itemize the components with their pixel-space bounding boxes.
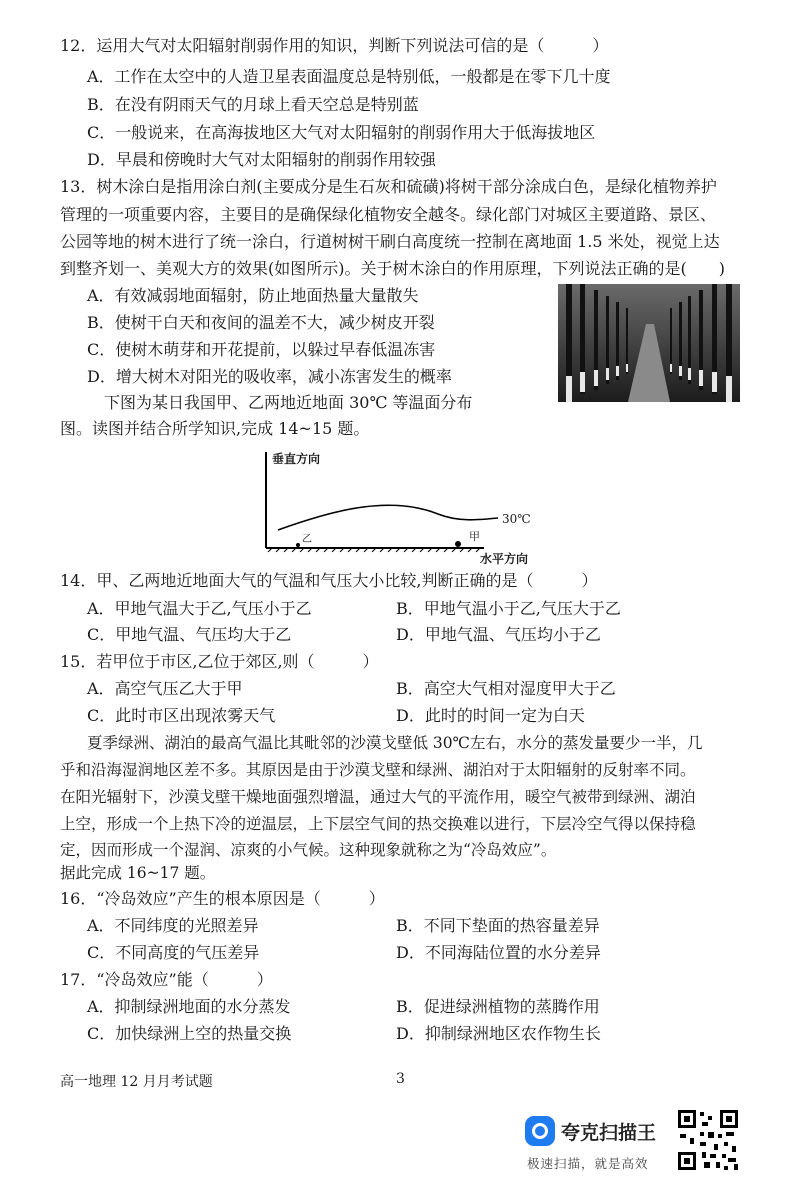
q16-option-a: A．不同纬度的光照差异 [87,916,259,935]
q14-option-b: B．甲地气温小于乙,气压大于乙 [396,599,621,618]
qr-code-icon [676,1108,740,1172]
q13-stem-line3: 公园等地的树木进行了统一涂白，行道树树干刷白高度统一控制在离地面 1.5 米处，视觉上达 [60,232,720,251]
q13-stem-line2: 管理的一项重要内容，主要目的是确保绿化植物安全越冬。绿化部门对城区主要道路、景区、 [60,205,717,224]
scanner-slogan: 极速扫描，就是高效 [527,1156,649,1171]
q13-option-a: A．有效减弱地面辐射，防止地面热量大量散失 [87,286,419,305]
page-number: 3 [396,1071,405,1087]
q13-stem-line1: 13．树木涂白是指用涂白剂(主要成分是生石灰和硫磺)将树干部分涂成白色，是绿化植物养护 [60,177,717,196]
q14-stem: 14．甲、乙两地近地面大气的气温和气压大小比较,判断正确的是（ ） [60,571,598,590]
q12-option-b: B．在没有阴雨天气的月球上看天空总是特别蓝 [87,95,419,114]
q17-option-c: C．加快绿洲上空的热量交换 [87,1024,292,1043]
exam-footer-title: 高一地理 12 月月考试题 [60,1074,213,1090]
isotherm-label: 30℃ [502,512,531,526]
passage-line3: 在阳光辐射下，沙漠戈壁干燥地面强烈增温，通过大气的平流作用，暖空气被带到绿洲、湖泊 [60,788,696,806]
x-axis-label: 水平方向 [480,552,529,566]
q15-option-b: B．高空大气相对湿度甲大于乙 [396,679,616,698]
whitewashed-trees-photo [558,284,740,402]
q14-option-d: D．甲地气温、气压均小于乙 [396,625,601,644]
passage-line1: 夏季绿洲、湖泊的最高气温比其毗邻的沙漠戈壁低 30℃左右，水分的蒸发量要少一半，几 [87,734,703,752]
isotherm-diagram [258,446,548,566]
y-axis-label: 垂直方向 [272,452,321,466]
q13-option-c: C．使树木萌芽和开花提前，以躲过早春低温冻害 [87,340,436,359]
q12-stem: 12．运用大气对太阳辐射削弱作用的知识，判断下列说法可信的是（ ） [60,36,609,55]
intro-14-line2: 图。读图并结合所学知识,完成 14~15 题。 [60,419,370,438]
q15-option-c: C．此时市区出现浓雾天气 [87,706,276,725]
q16-option-b: B．不同下垫面的热容量差异 [396,916,600,935]
q16-option-d: D．不同海陆位置的水分差异 [396,943,601,962]
q14-option-c: C．甲地气温、气压均大于乙 [87,625,292,644]
q17-option-d: D．抑制绿洲地区农作物生长 [396,1024,601,1043]
passage-line2: 乎和沿海湿润地区差不多。其原因是由于沙漠戈壁和绿洲、湖泊对于太阳辐射的反射率不同。 [60,761,696,779]
scanner-brand-name: 夸克扫描王 [561,1122,657,1144]
point-yi-label: 乙 [302,534,312,545]
scanner-logo-icon [525,1116,555,1146]
q13-option-d: D．增大树木对阳光的吸收率，减小冻害发生的概率 [87,367,452,386]
q16-option-c: C．不同高度的气压差异 [87,943,260,962]
scanner-watermark [523,1112,673,1178]
passage-line6: 据此完成 16~17 题。 [60,864,216,882]
point-jia-label: 甲 [469,530,480,543]
q17-option-a: A．抑制绿洲地面的水分蒸发 [87,997,291,1016]
passage-line5: 定，因而形成一个湿润、凉爽的小气候。这种现象就称之为“冷岛效应”。 [60,841,557,859]
q14-option-a: A．甲地气温大于乙,气压小于乙 [87,599,312,618]
q13-stem-line4: 到整齐划一、美观大方的效果(如图所示)。关于树木涂白的作用原理，下列说法正确的是( ) [60,259,725,278]
q17-option-b: B．促进绿洲植物的蒸腾作用 [396,997,600,1016]
q17-stem: 17．“冷岛效应”能（ ） [60,970,273,989]
q16-stem: 16．“冷岛效应”产生的根本原因是（ ） [60,889,385,908]
q12-option-d: D．早晨和傍晚时大气对太阳辐射的削弱作用较强 [87,150,436,169]
q15-option-a: A．高空气压乙大于甲 [87,679,243,698]
q15-stem: 15．若甲位于市区,乙位于郊区,则（ ） [60,652,379,671]
q13-option-b: B．使树干白天和夜间的温差不大，减少树皮开裂 [87,313,435,332]
q12-option-a: A．工作在太空中的人造卫星表面温度总是特别低，一般都是在零下几十度 [87,67,611,86]
q12-option-c: C．一般说来，在高海拔地区大气对太阳辐射的削弱作用大于低海拔地区 [87,123,596,142]
intro-14-line1: 下图为某日我国甲、乙两地近地面 30℃ 等温面分布 [104,393,473,412]
passage-line4: 上空，形成一个上热下冷的逆温层，上下层空气间的热交换难以进行，下层冷空气得以保持稳 [60,815,696,833]
q15-option-d: D．此时的时间一定为白天 [396,706,585,725]
